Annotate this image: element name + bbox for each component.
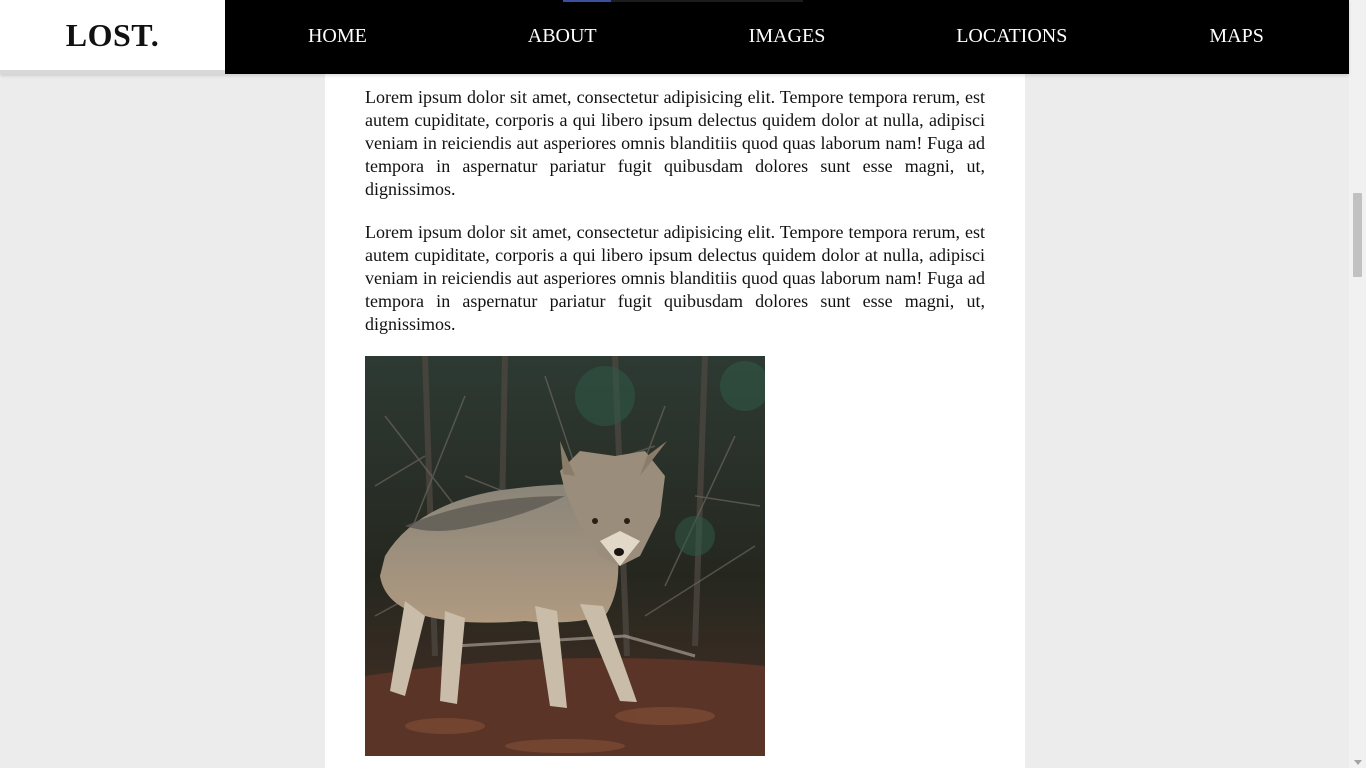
nav-about[interactable]: ABOUT bbox=[527, 24, 597, 47]
nav-images[interactable]: IMAGES bbox=[748, 24, 826, 47]
scrollbar-thumb[interactable] bbox=[1353, 193, 1362, 277]
nav-locations[interactable]: LOCATIONS bbox=[956, 24, 1068, 47]
nav-maps[interactable]: MAPS bbox=[1209, 24, 1264, 47]
main-nav bbox=[225, 0, 1349, 74]
coyote-photo bbox=[365, 356, 765, 756]
scroll-progress-bar bbox=[563, 0, 803, 2]
page-scrollbar[interactable] bbox=[1349, 0, 1366, 768]
content-column bbox=[325, 0, 1025, 768]
body-paragraph: Lorem ipsum dolor sit amet, consectetur adipisicing elit. Tempore tempora rerum, est autem cupiditate, corporis a qui libero ipsum delectus quidem dolor at nulla, adipisci veniam in reiciendis aut asperiores omnis blanditiis quod quas laborum nam! Fuga ad tempora in aspernatur pariatur fugit quibusdam dolores sunt esse magni, ut, dignissimos. bbox=[365, 222, 985, 334]
site-header bbox=[0, 0, 1349, 74]
site-logo[interactable]: LOST. bbox=[0, 0, 225, 74]
nav-home[interactable]: HOME bbox=[307, 24, 367, 47]
scroll-down-arrow-icon[interactable] bbox=[1354, 760, 1362, 765]
scroll-progress-fill bbox=[563, 0, 611, 2]
body-paragraph: Lorem ipsum dolor sit amet, consectetur adipisicing elit. Tempore tempora rerum, est autem cupiditate, corporis a qui libero ipsum delectus quidem dolor at nulla, adipisci veniam in reiciendis aut asperiores omnis blanditiis quod quas laborum nam! Fuga ad tempora in aspernatur pariatur fugit quibusdam dolores sunt esse magni, ut, dignissimos. bbox=[365, 87, 985, 199]
